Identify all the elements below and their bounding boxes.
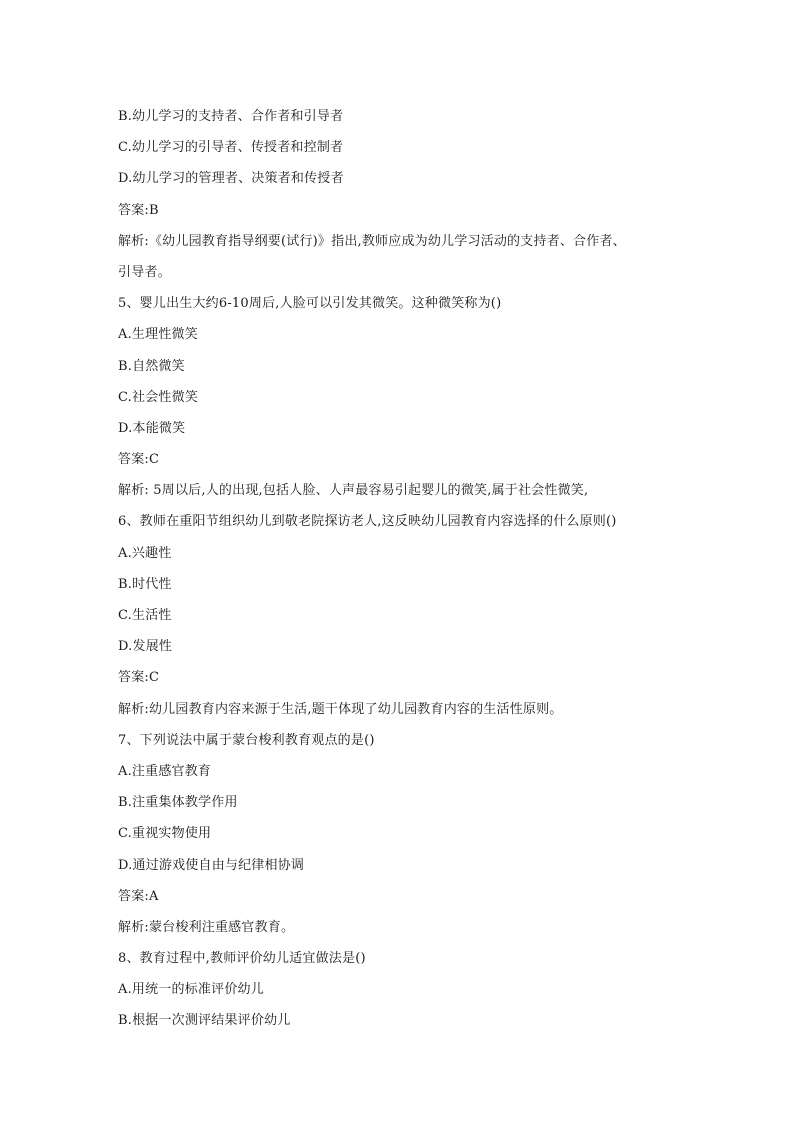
answer-line: 答案:C (118, 452, 160, 468)
option-line: B.时代性 (118, 576, 172, 592)
option-line: C.重视实物使用 (118, 826, 212, 842)
option-line: A.注重感官教育 (118, 763, 212, 779)
option-line: D.幼儿学习的管理者、决策者和传授者 (118, 171, 344, 187)
document-page (118, 101, 678, 1037)
option-line: B.幼儿学习的支持者、合作者和引导者 (118, 109, 344, 124)
explanation-line: 解析:《幼儿园教育指导纲要(试行)》指出,教师应成为幼儿学习活动的支持者、合作者、 (118, 233, 626, 249)
option-line: D.通过游戏使自由与纪律相协调 (118, 857, 305, 873)
question-line: 5、婴儿出生大约6-10周后,人脸可以引发其微笑。这种微笑称为() (118, 296, 502, 312)
option-line: A.用统一的标准评价幼儿 (118, 982, 264, 998)
answer-line: 答案:C (118, 670, 160, 686)
option-line: C.生活性 (118, 608, 172, 623)
option-line: A.兴趣性 (118, 545, 172, 561)
option-line: B.注重集体教学作用 (118, 795, 238, 811)
explanation-line: 解析: 5周以后,人的出现,包括人脸、人声最容易引起婴儿的微笑,属于社会性微笑, (118, 483, 589, 499)
answer-line: 答案:B (118, 202, 159, 218)
explanation-line: 解析:幼儿园教育内容来源于生活,题干体现了幼儿园教育内容的生活性原则。 (118, 701, 563, 717)
option-line: D.本能微笑 (118, 420, 186, 436)
question-line: 8、教育过程中,教师评价幼儿适宜做法是() (118, 951, 366, 967)
answer-line: 答案:A (118, 888, 159, 904)
option-line: C.社会性微笑 (118, 389, 199, 405)
option-line: B.自然微笑 (118, 358, 185, 374)
option-line: C.幼儿学习的引导者、传授者和控制者 (118, 140, 344, 156)
explanation-line: 解析:蒙台梭利注重感官教育。 (118, 919, 295, 935)
question-line: 7、下列说法中属于蒙台梭利教育观点的是() (118, 732, 375, 748)
option-line: D.发展性 (118, 639, 173, 655)
question-line: 6、教师在重阳节组织幼儿到敬老院探访老人,这反映幼儿园教育内容选择的什么原则() (118, 514, 617, 530)
option-line: A.生理性微笑 (118, 327, 198, 343)
option-line: B.根据一次测评结果评价幼儿 (118, 1013, 291, 1029)
explanation-line: 引导者。 (118, 264, 171, 280)
